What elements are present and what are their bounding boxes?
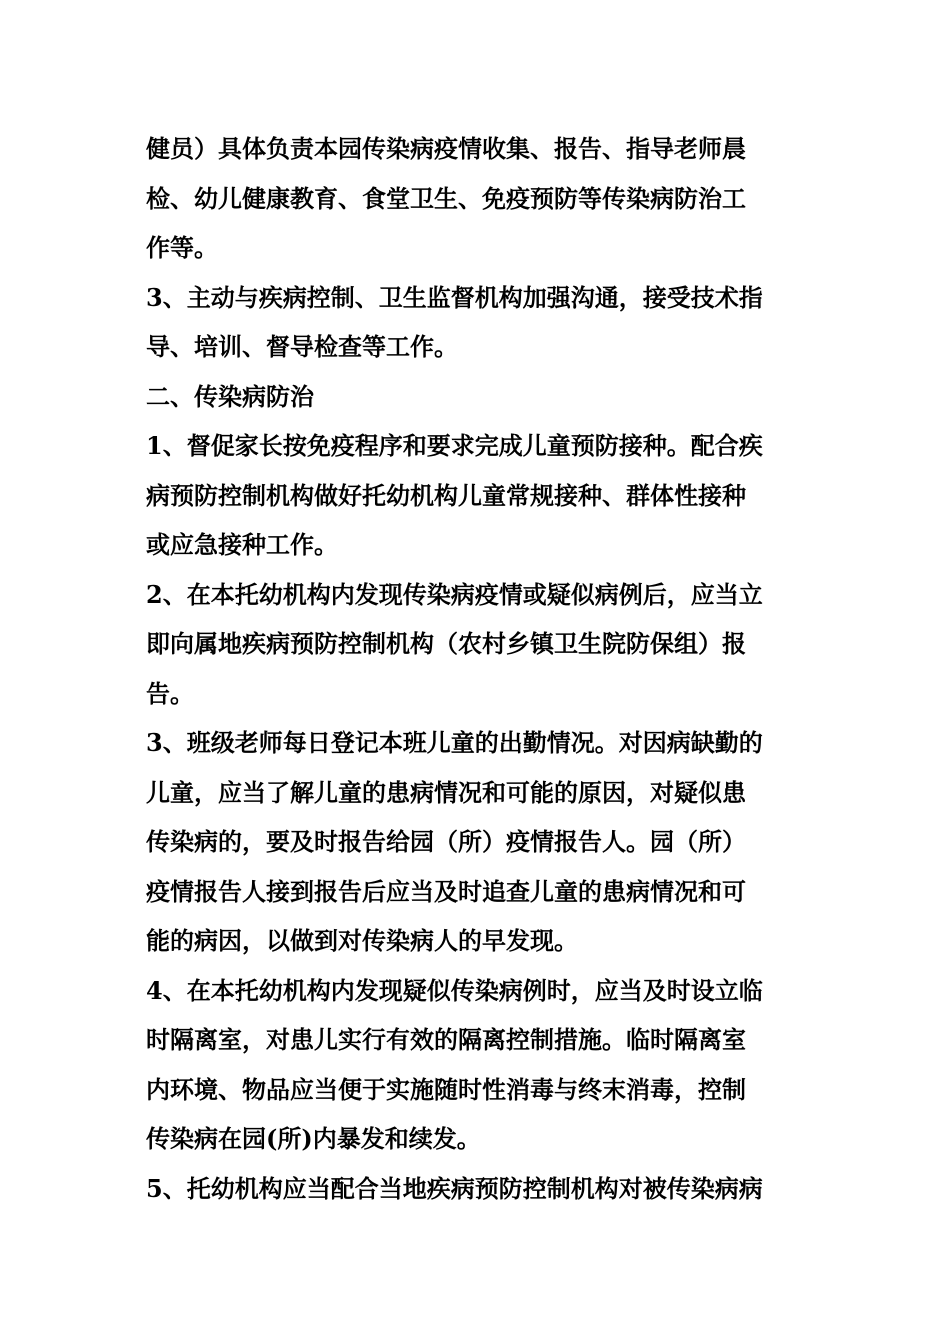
- text-line: 时隔离室，对患儿实行有效的隔离控制措施。临时隔离室: [146, 1025, 746, 1054]
- text-line: 告。: [146, 678, 194, 708]
- text-line: 5、托幼机构应当配合当地疾病预防控制机构对被传染病病: [146, 1173, 763, 1203]
- document-body: [146, 124, 816, 1213]
- text-line: 疫情报告人接到报告后应当及时追查儿童的患病情况和可: [146, 876, 746, 906]
- text-line: 病预防控制机构做好托幼机构儿童常规接种、群体性接种: [146, 480, 746, 510]
- text-line: 4、在本托幼机构内发现疑似传染病例时，应当及时设立临: [146, 975, 763, 1005]
- section-heading: 二、传染病防治: [146, 381, 314, 411]
- text-line: 3、班级老师每日登记本班儿童的出勤情况。对因病缺勤的: [146, 728, 763, 757]
- text-line: 内环境、物品应当便于实施随时性消毒与终末消毒，控制: [146, 1074, 746, 1104]
- text-line: 即向属地疾病预防控制机构（农村乡镇卫生院防保组）报: [146, 629, 746, 658]
- text-line: 或应急接种工作。: [146, 530, 338, 559]
- text-line: 作等。: [146, 233, 218, 262]
- text-line: 能的病因，以做到对传染病人的早发现。: [146, 926, 578, 955]
- text-line: 儿童，应当了解儿童的患病情况和可能的原因，对疑似患: [146, 777, 746, 807]
- text-line: 检、幼儿健康教育、食堂卫生、免疫预防等传染病防治工: [146, 183, 746, 213]
- text-line: 传染病的，要及时报告给园（所）疫情报告人。园（所）: [146, 827, 746, 856]
- text-line: 2、在本托幼机构内发现传染病疫情或疑似病例后，应当立: [146, 579, 763, 609]
- text-line: 导、培训、督导检查等工作。: [146, 332, 458, 361]
- text-line: 3、主动与疾病控制、卫生监督机构加强沟通，接受技术指: [146, 282, 763, 312]
- text-line: 健员）具体负责本园传染病疫情收集、报告、指导老师晨: [146, 134, 746, 163]
- text-line: 传染病在园(所)内暴发和续发。: [146, 1124, 481, 1153]
- text-line: 1、督促家长按免疫程序和要求完成儿童预防接种。配合疾: [146, 431, 763, 460]
